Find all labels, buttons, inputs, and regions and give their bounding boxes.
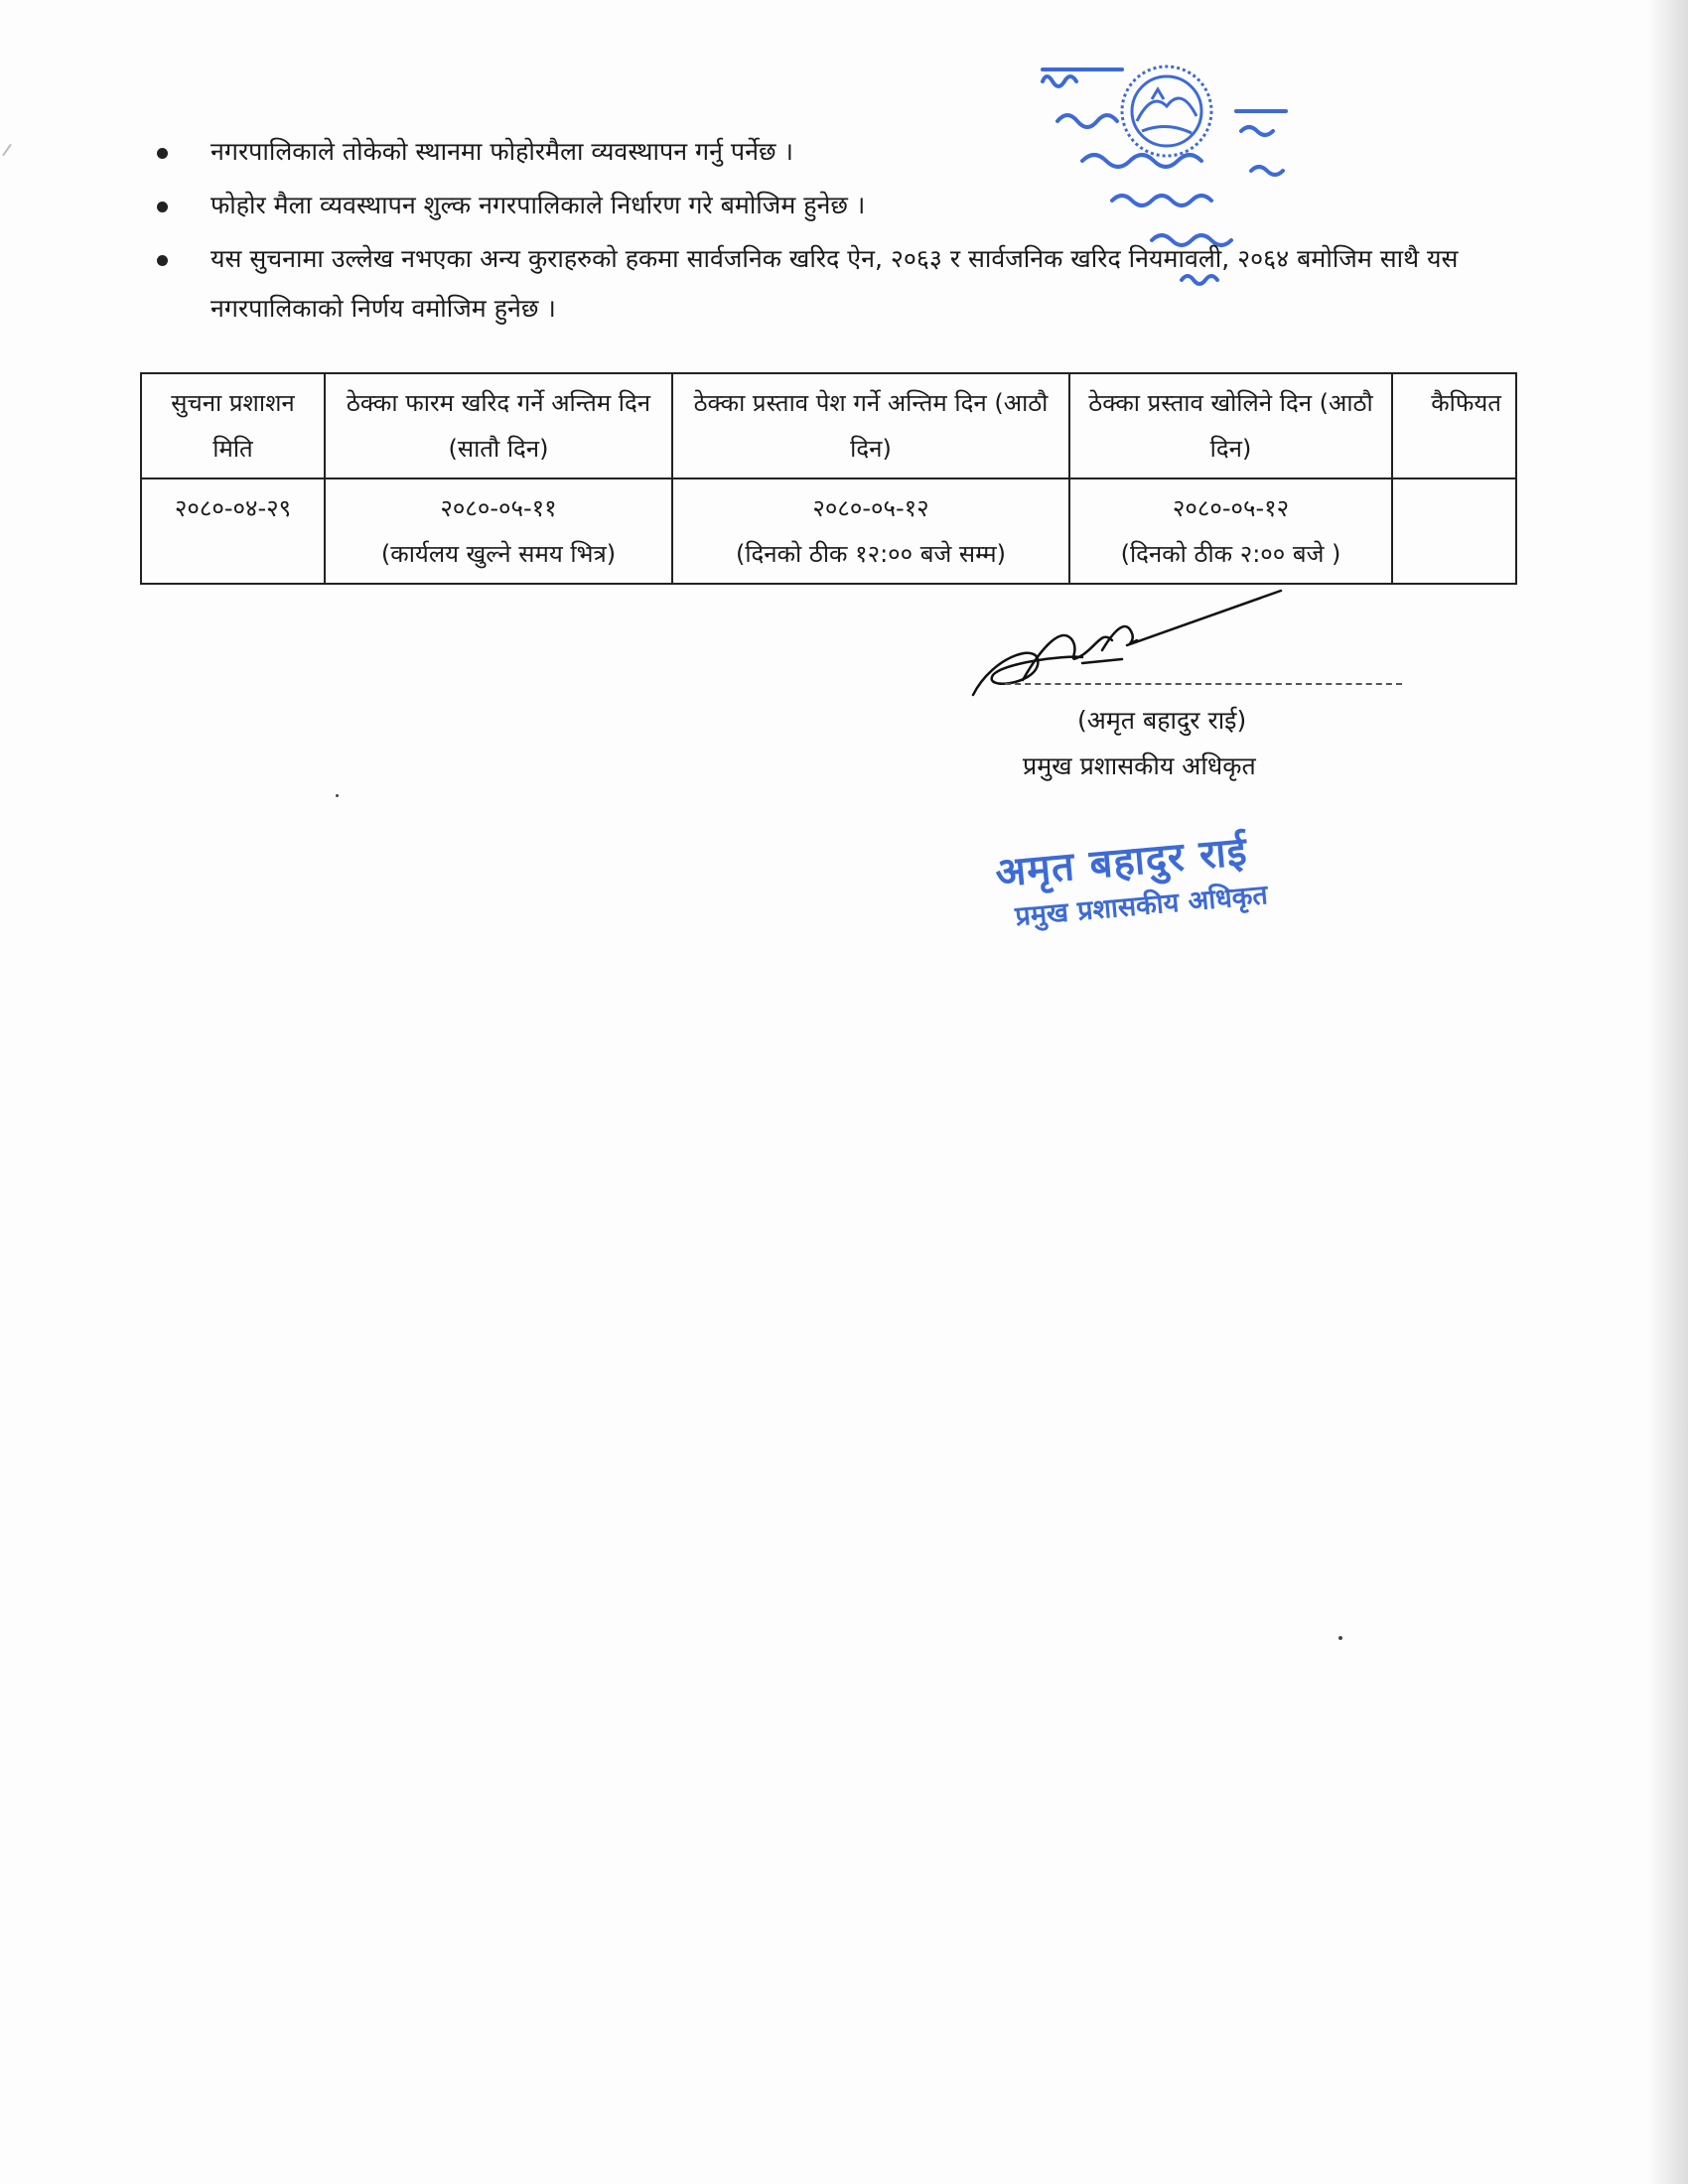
scan-speck [336,794,339,797]
cell-notice-date [141,478,325,584]
list-item [149,234,1519,334]
header-opening: ठेक्का प्रस्ताव खोलिने दिन (आठौ दिन) [1069,373,1392,478]
opening-note: (दिनको ठीक २:०० बजे ) [1120,540,1341,568]
table-header-row [141,373,1516,478]
signature-line [1005,683,1402,685]
stamp-role: प्रमुख प्रशासकीय अधिकृत [1014,880,1270,933]
cell-form-purchase [325,478,672,584]
stamp-name: अमृत बहादुर राई [993,828,1250,896]
header-notice-date: सुचना प्रशाशन मिति [141,373,325,478]
submission-note: (दिनको ठीक १२:०० बजे सम्म) [735,540,1007,568]
bullet-icon [157,202,168,212]
table-row [141,478,1516,584]
bullet-text: फोहोर मैला व्यवस्थापन शुल्क नगरपालिकाले निर्धारण गरे बमोजिम हुनेछ । [211,191,866,219]
header-remarks: कैफियत [1392,373,1516,478]
cell-submission [672,478,1069,584]
notice-date: २०८०-०४-२९ [174,494,292,522]
form-purchase-date: २०८०-०५-११ [440,494,557,522]
bullet-icon [157,255,168,266]
opening-date: २०८०-०५-१२ [1172,494,1290,522]
bullet-icon [157,148,168,159]
handwritten-signature [953,586,1410,705]
bullet-text: नगरपालिकाले तोकेको स्थानमा फोहोरमैला व्यवस्थापन गर्नु पर्नेछ । [211,137,793,166]
scan-speck [1338,1636,1342,1640]
header-submission: ठेक्का प्रस्ताव पेश गर्ने अन्तिम दिन (आठौ दिन) [672,373,1069,478]
conditions-list [149,127,1519,338]
signer-name: (अमृत बहादुर राई) [1077,706,1247,735]
cell-opening [1069,478,1392,584]
list-item [149,181,1519,230]
name-stamp [993,820,1269,934]
page-edge-shadow [1648,0,1688,2184]
tender-schedule-table [140,372,1517,585]
bullet-text: यस सुचनामा उल्लेख नभएका अन्य कुराहरुको हकमा सार्वजनिक खरिद ऐन, २०६३ र सार्वजनिक खरिद नियमावली, २०६४ बमोजिम साथै यस नगरपालिकाको निर्णय वमोजिम हुनेछ । [211,244,1459,323]
paper-fold-mark [2,144,12,157]
submission-date: २०८०-०५-१२ [812,494,929,522]
signer-title: प्रमुख प्रशासकीय अधिकृत [1023,751,1256,780]
list-item [149,127,1519,177]
header-form-purchase: ठेक्का फारम खरिद गर्ने अन्तिम दिन (सातौ दिन) [325,373,672,478]
cell-remarks [1392,478,1516,584]
form-purchase-note: (कार्यलय खुल्ने समय भित्र) [380,540,617,568]
